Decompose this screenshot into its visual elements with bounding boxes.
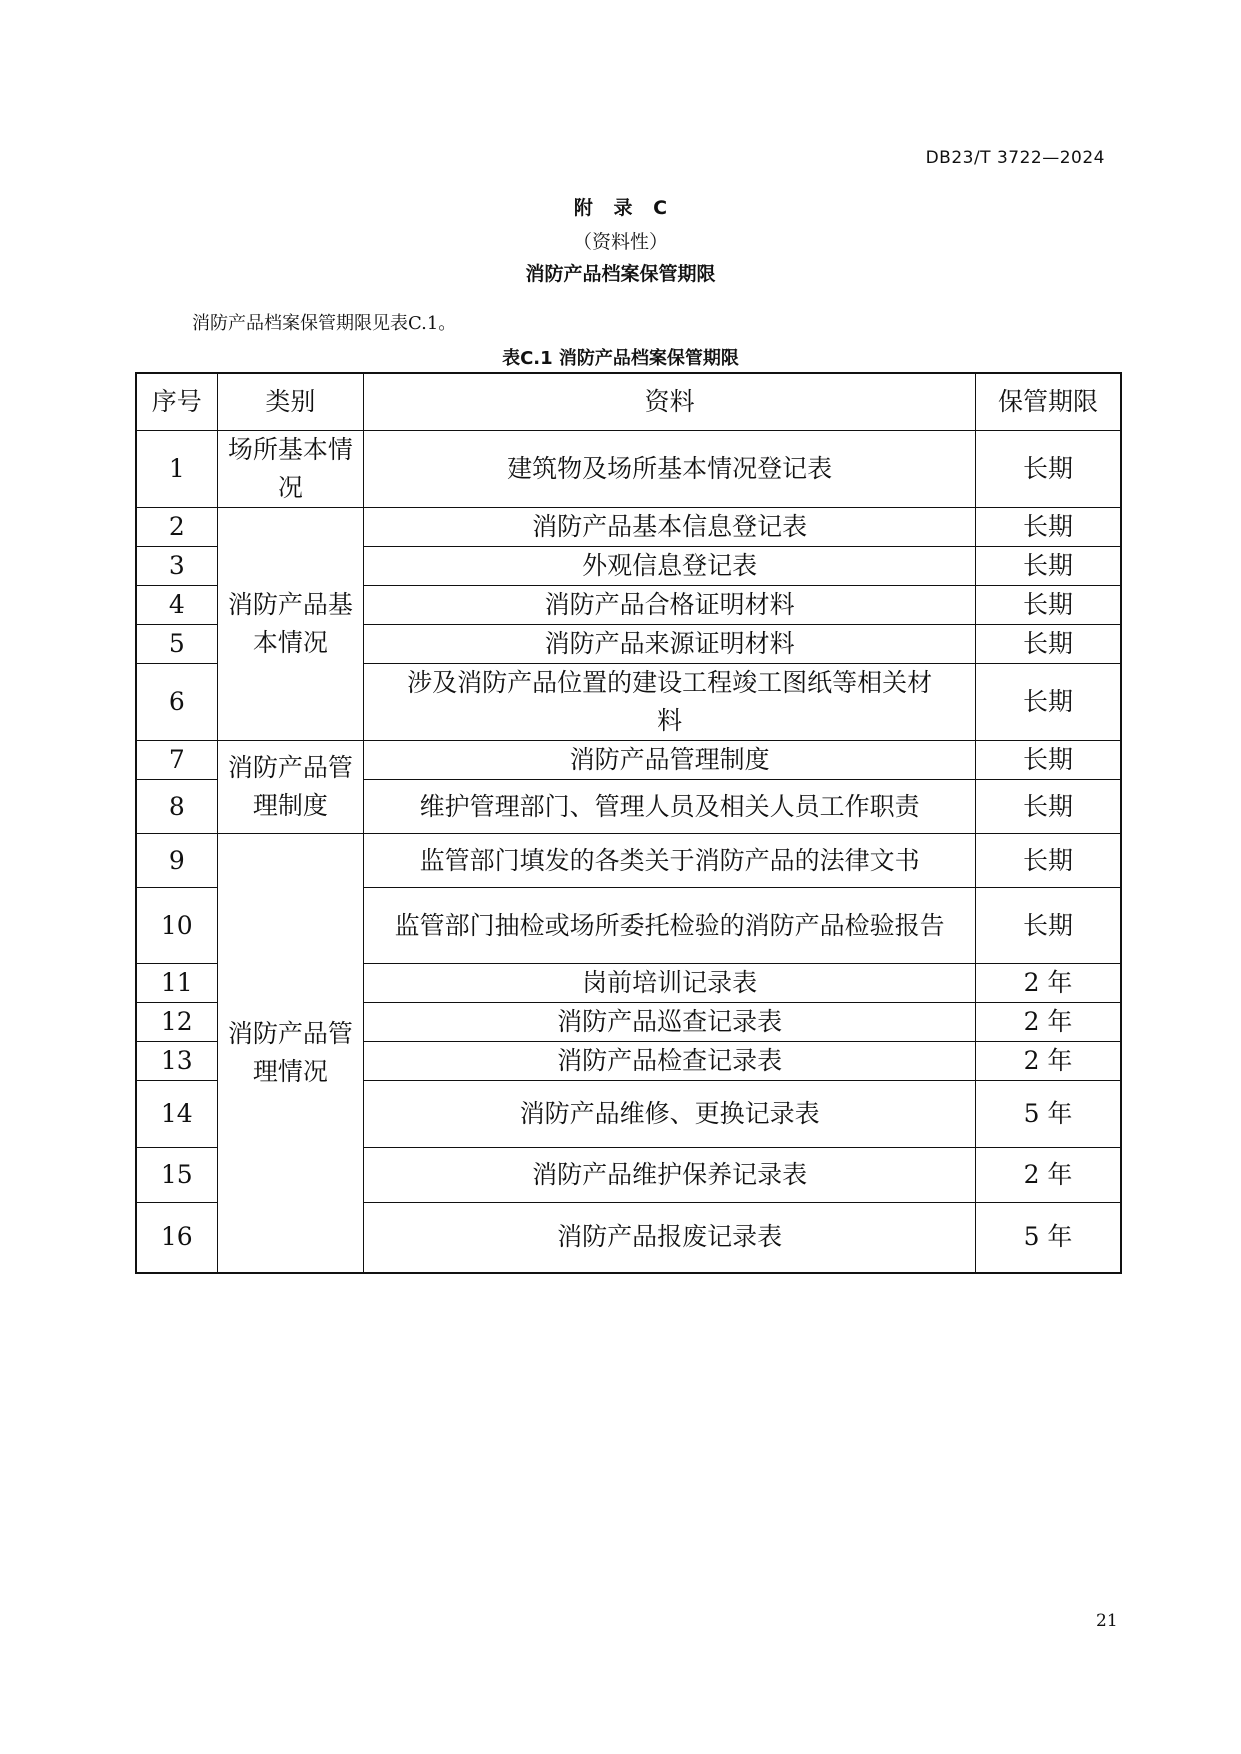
row-period: 长期 [976,888,1121,964]
header-category: 类别 [217,373,364,431]
row-no: 11 [136,964,217,1003]
row-period: 长期 [976,625,1121,664]
appendix-name: 消防产品档案保管期限 [525,263,716,285]
row-material: 消防产品来源证明材料 [364,625,976,664]
row-no: 14 [136,1081,217,1148]
row-material: 涉及消防产品位置的建设工程竣工图纸等相关材料 [364,664,976,741]
row-period: 长期 [976,780,1121,834]
table-header-row [136,373,1121,431]
row-category: 场所基本情况 [217,431,364,508]
appendix-title: 附 录 C [573,197,668,219]
appendix-type: （资料性） [572,231,668,253]
header-material: 资料 [364,373,976,431]
row-material: 消防产品巡查记录表 [364,1003,976,1042]
row-material: 消防产品检查记录表 [364,1042,976,1081]
page-number: 21 [1096,1611,1118,1631]
row-no: 8 [136,780,217,834]
row-material: 外观信息登记表 [364,547,976,586]
row-period: 长期 [976,741,1121,780]
row-material: 消防产品管理制度 [364,741,976,780]
row-no: 12 [136,1003,217,1042]
header-no: 序号 [136,373,217,431]
table-row [136,834,1121,888]
row-material: 建筑物及场所基本情况登记表 [364,431,976,508]
row-material: 监管部门填发的各类关于消防产品的法律文书 [364,834,976,888]
row-period: 5 年 [976,1081,1121,1148]
table-caption: 表C.1 消防产品档案保管期限 [502,348,739,369]
row-period: 2 年 [976,1148,1121,1203]
table-row [136,508,1121,547]
row-material: 消防产品基本信息登记表 [364,508,976,547]
row-period: 长期 [976,834,1121,888]
row-material: 监管部门抽检或场所委托检验的消防产品检验报告 [364,888,976,964]
row-no: 4 [136,586,217,625]
table-row [136,741,1121,780]
row-no: 1 [136,431,217,508]
row-no: 16 [136,1203,217,1273]
row-no: 10 [136,888,217,964]
row-period: 长期 [976,431,1121,508]
row-period: 2 年 [976,964,1121,1003]
row-period: 长期 [976,664,1121,741]
row-material: 消防产品合格证明材料 [364,586,976,625]
row-material: 消防产品维修、更换记录表 [364,1081,976,1148]
row-no: 5 [136,625,217,664]
row-period: 2 年 [976,1003,1121,1042]
row-no: 6 [136,664,217,741]
row-no: 9 [136,834,217,888]
row-category: 消防产品管理情况 [217,834,364,1273]
row-period: 5 年 [976,1203,1121,1273]
row-category: 消防产品管理制度 [217,741,364,834]
row-no: 2 [136,508,217,547]
row-no: 3 [136,547,217,586]
header-period: 保管期限 [976,373,1121,431]
row-category: 消防产品基本情况 [217,508,364,741]
row-period: 2 年 [976,1042,1121,1081]
row-material: 岗前培训记录表 [364,964,976,1003]
standard-number: DB23/T 3722—2024 [925,148,1105,168]
row-no: 13 [136,1042,217,1081]
row-period: 长期 [976,547,1121,586]
archive-period-table [135,372,1122,1274]
table-row [136,431,1121,508]
row-material: 消防产品报废记录表 [364,1203,976,1273]
row-material: 维护管理部门、管理人员及相关人员工作职责 [364,780,976,834]
row-no: 15 [136,1148,217,1203]
row-material: 消防产品维护保养记录表 [364,1148,976,1203]
row-period: 长期 [976,508,1121,547]
row-no: 7 [136,741,217,780]
row-period: 长期 [976,586,1121,625]
intro-paragraph: 消防产品档案保管期限见表C.1。 [192,313,457,334]
